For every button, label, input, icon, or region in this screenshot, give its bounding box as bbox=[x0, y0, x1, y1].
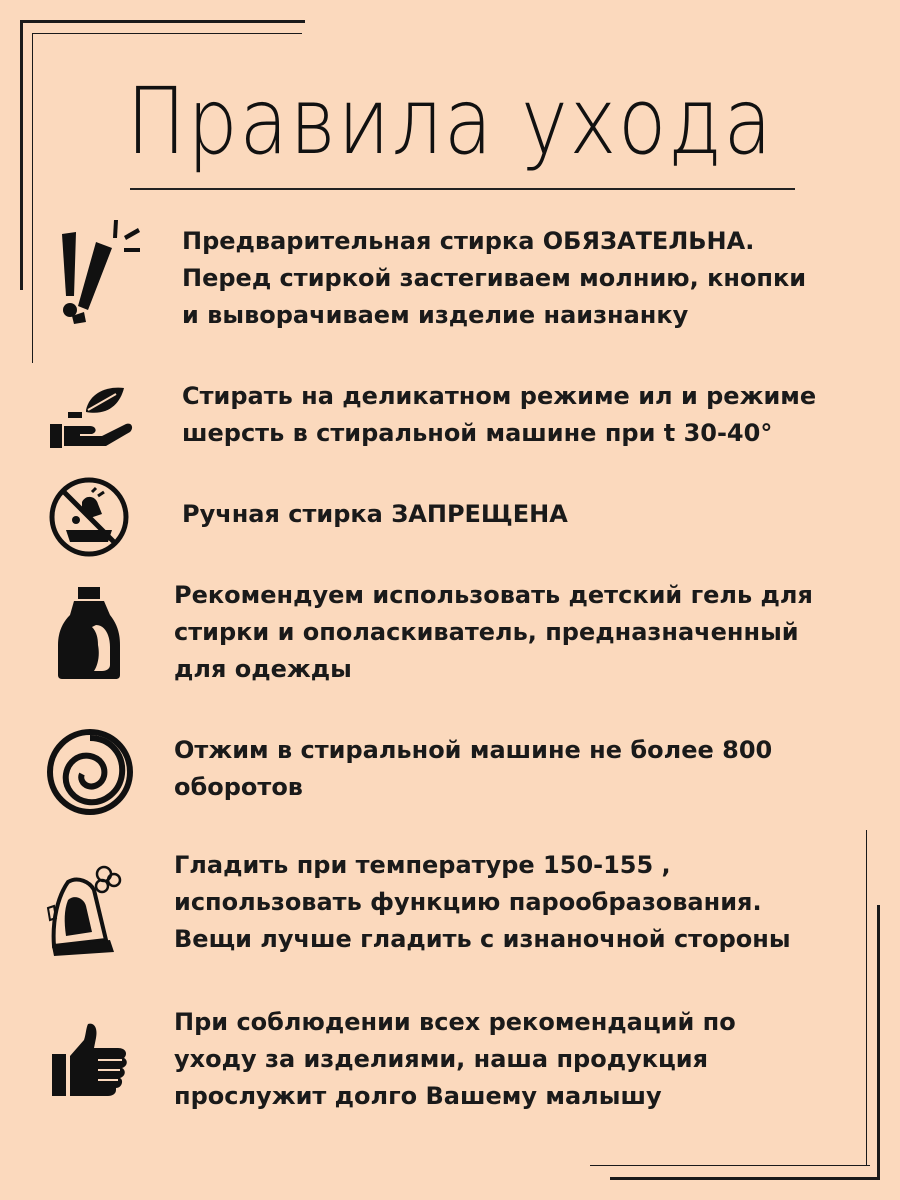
rule-line: Предварительная стирка ОБЯЗАТЕЛЬНА. bbox=[182, 227, 755, 255]
rule-line: для одежды bbox=[174, 655, 352, 683]
care-rule-prewash bbox=[182, 223, 806, 334]
rule-line: прослужит долго Вашему малышу bbox=[174, 1082, 662, 1110]
rule-line: Перед стиркой застегиваем молнию, кнопки bbox=[182, 264, 807, 292]
rule-line: Рекомендуем использовать детский гель для bbox=[174, 581, 813, 609]
frame-right-outer bbox=[877, 905, 880, 1180]
frame-bottom-inner bbox=[590, 1165, 870, 1166]
spiral-spin-icon bbox=[44, 726, 136, 818]
care-rule-no-hand-wash bbox=[182, 496, 568, 533]
thumbs-up-icon bbox=[50, 1020, 130, 1098]
rule-line: Вещи лучше гладить с изнаночной стороны bbox=[174, 925, 791, 953]
frame-left-inner bbox=[32, 33, 33, 363]
care-rule-detergent bbox=[174, 577, 813, 688]
rule-line: оборотов bbox=[174, 773, 303, 801]
detergent-bottle-icon bbox=[56, 585, 122, 680]
title-underline bbox=[130, 188, 795, 190]
rule-line: стирки и ополаскиватель, предназначенный bbox=[174, 618, 799, 646]
rule-line: использовать функцию парообразования. bbox=[174, 888, 762, 916]
frame-top-inner bbox=[32, 33, 302, 34]
care-rule-final-note bbox=[174, 1004, 736, 1115]
care-rule-spin bbox=[174, 732, 772, 806]
rule-line: и выворачиваем изделие наизнанку bbox=[182, 301, 689, 329]
exclamation-burst-icon bbox=[52, 210, 147, 330]
hand-leaf-icon bbox=[46, 382, 136, 452]
rule-line: Отжим в стиральной машине не более 800 bbox=[174, 736, 773, 764]
no-hand-wash-icon bbox=[46, 474, 132, 560]
frame-left-outer bbox=[20, 20, 23, 290]
frame-right-inner bbox=[866, 830, 867, 1166]
rule-line: Гладить при температуре 150-155 , bbox=[174, 851, 671, 879]
care-rule-delicate-wash bbox=[182, 378, 816, 452]
care-rule-ironing bbox=[174, 847, 791, 958]
frame-bottom-outer bbox=[610, 1177, 880, 1180]
steam-iron-icon bbox=[44, 860, 134, 960]
rule-line: шерсть в стиральной машине при t 30-40° bbox=[182, 419, 773, 447]
rule-line: уходу за изделиями, наша продукция bbox=[174, 1045, 709, 1073]
rule-line: При соблюдении всех рекомендаций по bbox=[174, 1008, 736, 1036]
rule-line: Стирать на деликатном режиме ил и режиме bbox=[182, 382, 817, 410]
frame-top-outer bbox=[20, 20, 305, 23]
rule-line: Ручная стирка ЗАПРЕЩЕНА bbox=[182, 500, 568, 528]
page-title: Правила ухода bbox=[126, 68, 774, 175]
